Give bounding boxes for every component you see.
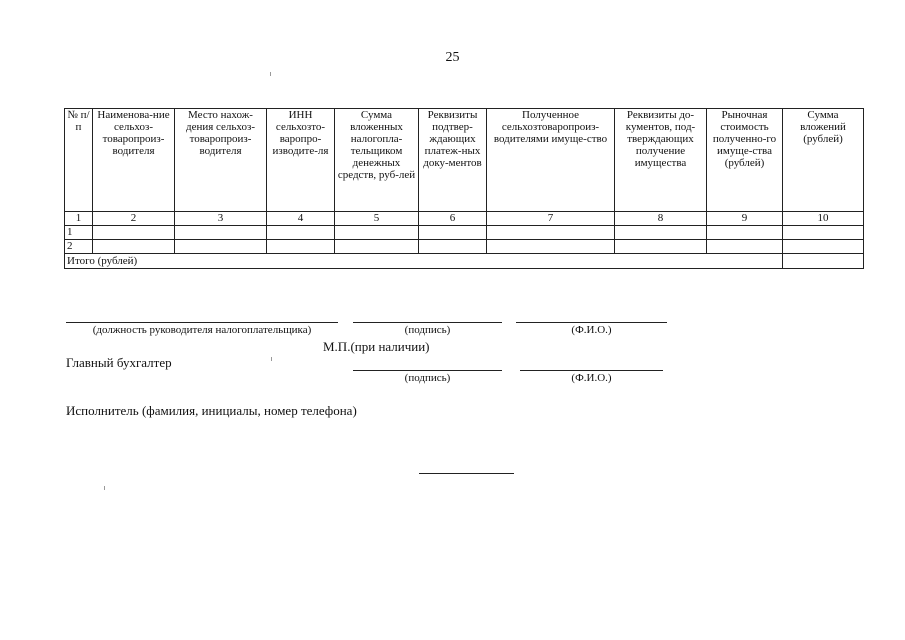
table-row bbox=[65, 226, 864, 240]
seal-note: М.П.(при наличии) bbox=[323, 339, 430, 354]
row-number: 2 bbox=[65, 240, 93, 254]
column-number: 5 bbox=[335, 212, 419, 226]
header-cell-invested-amount: Сумма вложенных налогопла-тельщиком денежных средств, руб-лей bbox=[335, 109, 419, 212]
accountant-fio-line bbox=[520, 370, 663, 371]
table-cell bbox=[487, 240, 615, 254]
table-cell bbox=[267, 240, 335, 254]
header-cell-producer-location: Место нахож-дения сельхоз-товаропроиз-водителя bbox=[175, 109, 267, 212]
table-cell bbox=[615, 240, 707, 254]
column-number: 8 bbox=[615, 212, 707, 226]
accountant-fio-caption: (Ф.И.О.) bbox=[571, 372, 612, 384]
table-cell bbox=[175, 240, 267, 254]
column-number: 7 bbox=[487, 212, 615, 226]
column-number: 2 bbox=[93, 212, 175, 226]
scan-speck bbox=[270, 72, 271, 76]
director-fio-line bbox=[516, 322, 667, 323]
column-number: 6 bbox=[419, 212, 487, 226]
header-cell-investment-sum: Сумма вложений (рублей) bbox=[783, 109, 864, 212]
accountant-signature-line bbox=[353, 370, 502, 371]
column-number: 9 bbox=[707, 212, 783, 226]
director-signature-caption: (подпись) bbox=[404, 324, 451, 336]
total-row bbox=[65, 254, 864, 269]
page-number: 25 bbox=[445, 50, 460, 65]
table-cell bbox=[93, 240, 175, 254]
table-cell bbox=[707, 240, 783, 254]
table-cell bbox=[707, 226, 783, 240]
executor-label: Исполнитель (фамилия, инициалы, номер телефона) bbox=[66, 403, 357, 418]
table-cell bbox=[783, 240, 864, 254]
column-number: 10 bbox=[783, 212, 864, 226]
column-number: 1 bbox=[65, 212, 93, 226]
column-number: 3 bbox=[175, 212, 267, 226]
header-cell-number: № п/п bbox=[65, 109, 93, 212]
header-cell-producer-name: Наименова-ние сельхоз-товаропроиз-водителя bbox=[93, 109, 175, 212]
table-header-row bbox=[65, 109, 864, 212]
column-numbers-row bbox=[65, 212, 864, 226]
table-cell bbox=[335, 240, 419, 254]
scan-speck bbox=[271, 357, 272, 361]
closing-line bbox=[419, 473, 514, 474]
header-cell-property-documents: Реквизиты до-кументов, под-тверждающих получение имущества bbox=[615, 109, 707, 212]
total-value-cell bbox=[783, 254, 864, 269]
header-cell-inn: ИНН сельхозто-варопро-изводите-ля bbox=[267, 109, 335, 212]
accountant-signature-caption: (подпись) bbox=[404, 372, 451, 384]
director-position-line bbox=[66, 322, 338, 323]
header-cell-received-property: Полученное сельхозтоваропроиз-водителями имуще-ство bbox=[487, 109, 615, 212]
table-cell bbox=[615, 226, 707, 240]
table-cell bbox=[93, 226, 175, 240]
director-position-caption: (должность руководителя налогоплательщика) bbox=[92, 324, 312, 336]
header-cell-market-value: Рыночная стоимость полученно-го имуще-ства (рублей) bbox=[707, 109, 783, 212]
scan-speck bbox=[104, 486, 105, 490]
header-cell-payment-documents: Реквизиты подтвер-ждающих платеж-ных доку-ментов bbox=[419, 109, 487, 212]
director-signature-line bbox=[353, 322, 502, 323]
table-cell bbox=[419, 226, 487, 240]
total-label: Итого (рублей) bbox=[65, 254, 783, 269]
chief-accountant-label: Главный бухгалтер bbox=[66, 355, 172, 370]
column-number: 4 bbox=[267, 212, 335, 226]
director-fio-caption: (Ф.И.О.) bbox=[571, 324, 612, 336]
table-cell bbox=[419, 240, 487, 254]
table-cell bbox=[335, 226, 419, 240]
table-cell bbox=[267, 226, 335, 240]
table-cell bbox=[487, 226, 615, 240]
table-row bbox=[65, 240, 864, 254]
row-number: 1 bbox=[65, 226, 93, 240]
table-cell bbox=[175, 226, 267, 240]
table-cell bbox=[783, 226, 864, 240]
report-table bbox=[64, 108, 864, 269]
